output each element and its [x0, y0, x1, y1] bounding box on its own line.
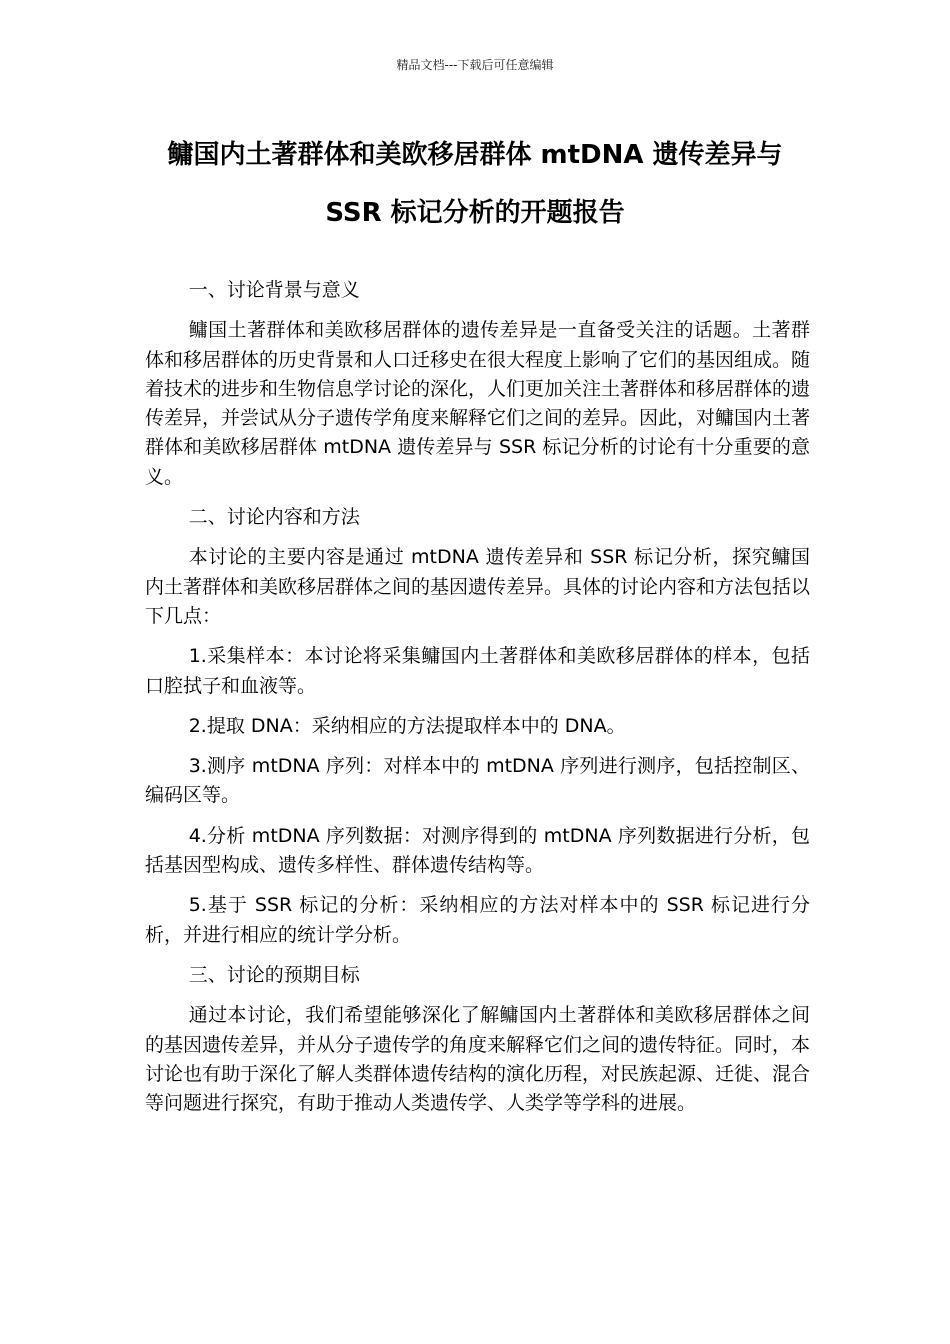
section-heading-goals: 三、讨论的预期目标 [188, 963, 360, 986]
section-heading-content-methods: 二、讨论内容和方法 [188, 506, 360, 529]
list-item-3: 3.测序 mtDNA 序列：对样本中的 mtDNA 序列进行测序，包括控制区、编码区等。 [145, 755, 810, 807]
list-item-2: 2.提取 DNA：采纳相应的方法提取样本中的 DNA。 [188, 714, 626, 737]
section-heading-background: 一、讨论背景与意义 [188, 279, 360, 301]
paragraph-goals: 通过本讨论，我们希望能够深化了解鳙国内土著群体和美欧移居群体之间的基因遗传差异，并从分子遗传学的角度来解释它们之间的遗传特征。同时，本讨论也有助于深化了解人类群体遗传结构的演化历程，对民族起源、迁徙、混合等问题进行探究，有助于推动人类遗传学、人类学等学科的进展。 [145, 1004, 811, 1115]
document-title [120, 126, 830, 242]
paragraph-background: 鳙国土著群体和美欧移居群体的遗传差异是一直备受关注的话题。土著群体和移居群体的历史背景和人口迁移史在很大程度上影响了它们的基因组成。随着技术的进步和生物信息学讨论的深化，人们更加关注土著群体和移居群体的遗传差异，并尝试从分子遗传学角度来解释它们之间的差异。因此，对鳙国内土著群体和美欧移居群体 mtDNA 遗传差异与 SSR 标记分析的讨论有十分重要的意义。 [145, 319, 811, 488]
header-note: 精品文档---下载后可任意编辑 [396, 58, 554, 72]
title-line-2: SSR 标记分析的开题报告 [325, 198, 625, 228]
list-item-5: 5.基于 SSR 标记的分析：采纳相应的方法对样本中的 SSR 标记进行分析，并进行相应的统计学分析。 [145, 894, 810, 946]
document-body [145, 276, 810, 1129]
title-line-1: 鳙国内土著群体和美欧移居群体 mtDNA 遗传差异与 [167, 140, 783, 170]
list-item-1: 1.采集样本：本讨论将采集鳙国内土著群体和美欧移居群体的样本，包括口腔拭子和血液等。 [145, 645, 810, 697]
list-item-4: 4.分析 mtDNA 序列数据：对测序得到的 mtDNA 序列数据进行分析，包括基因型构成、遗传多样性、群体遗传结构等。 [145, 824, 810, 877]
paragraph-content-intro: 本讨论的主要内容是通过 mtDNA 遗传差异和 SSR 标记分析，探究鳙国内土著群体和美欧移居群体之间的基因遗传差异。具体的讨论内容和方法包括以下几点： [145, 546, 811, 627]
